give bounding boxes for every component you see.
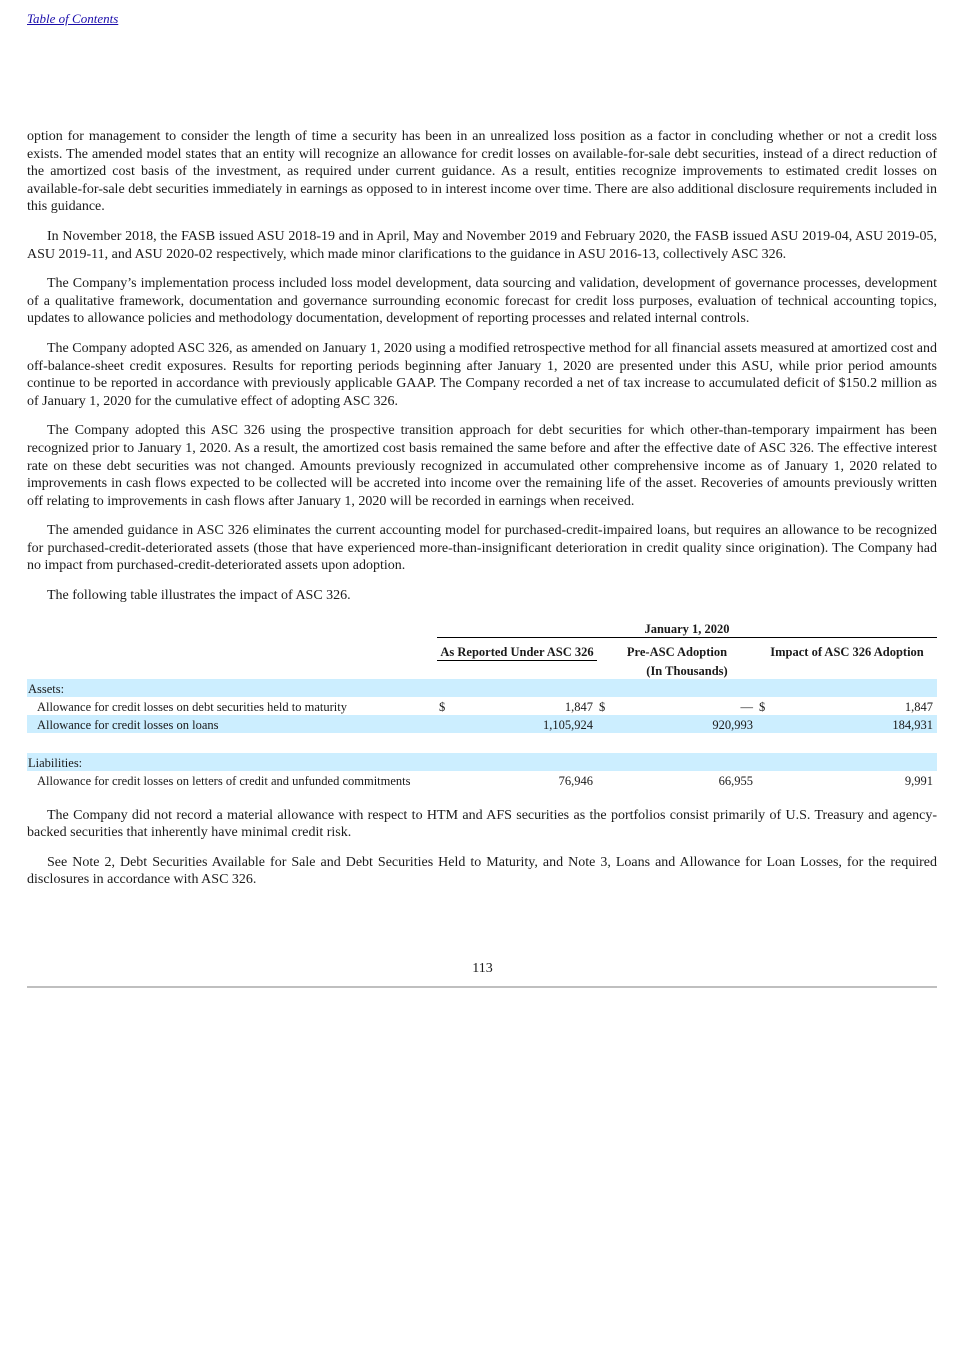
section-assets-row bbox=[27, 679, 937, 697]
spacer-row bbox=[27, 733, 937, 753]
section-liabilities-row bbox=[27, 753, 937, 771]
paragraph-asu-issuance: In November 2018, the FASB issued ASU 2018-19 and in April, May and November 2019 and February 2020, the FASB issued ASU 2019-04, ASU 2019-05, ASU 2019-11, and ASU 2020-02 respectively, which made minor clarifications to the guidance in ASU 2016-13, collectively ASC 326. bbox=[27, 228, 937, 262]
table-row bbox=[27, 715, 937, 733]
paragraph-implementation: The Company’s implementation process included loss model development, data sourcing and validation, development of governance processes, development of a qualitative framework, documentation and governance surrounding economic forecast for credit loss purposes, evaluation of technical accounting topics, updates to allowance policies and methodology documentation, development of reporting processes and related internal controls. bbox=[27, 276, 937, 327]
col-as-reported-header: As Reported Under ASC 326 bbox=[437, 637, 597, 660]
impact-value: 1,847 bbox=[904, 699, 933, 714]
pre-adoption-value: 66,955 bbox=[718, 773, 753, 788]
table-units-row bbox=[27, 660, 937, 679]
footer-divider bbox=[27, 986, 937, 988]
reported-value: 1,847 bbox=[564, 699, 593, 714]
table-row bbox=[27, 771, 937, 789]
pre-adoption-value: — bbox=[740, 699, 753, 714]
page-number: 113 bbox=[472, 961, 493, 976]
impact-value: 184,931 bbox=[777, 715, 937, 733]
paragraph-purchased-credit: The amended guidance in ASC 326 eliminates the current accounting model for purchased-credit-impaired loans, but requires an allowance to be recognized for purchased-credit-deteriorated assets (those that have experienced more-than-insignificant deterioration in credit quality since origination). The Company had no impact from purchased-credit-deteriorated assets upon adoption. bbox=[27, 523, 937, 574]
table-row bbox=[27, 697, 937, 715]
page-content bbox=[27, 128, 937, 901]
assets-label: Assets: bbox=[27, 679, 437, 697]
asc326-impact-table bbox=[27, 619, 937, 789]
table-header-date-row bbox=[27, 619, 937, 638]
currency-symbol: $ bbox=[759, 699, 766, 714]
paragraph-htm-afs: The Company did not record a material allowance with respect to HTM and AFS securities as the portfolios consist primarily of U.S. Treasury and agency-backed securities that inherently have minimal credit risk. bbox=[27, 807, 937, 841]
table-of-contents-link[interactable]: Table of Contents bbox=[27, 11, 119, 26]
paragraph-adoption: The Company adopted ASC 326, as amended on January 1, 2020 using a modified retrospective method for all financial assets measured at amortized cost and off-balance-sheet credit exposures. Results for reporting periods beginning after January 1, 2020 are presented under this ASU, while prior period amounts continue to be reported in accordance with previously applicable GAAP. The Company recorded a net of tax increase to accumulated deficit of $150.2 million as of January 1, 2020 for the cumulative effect of adopting ASC 326. bbox=[27, 340, 937, 409]
paragraph-prospective-transition: The Company adopted this ASC 326 using the prospective transition approach for debt securities for which other-than-temporary impairment has been recognized prior to January 1, 2020. As a result, the amortized cost basis remained the same before and after the effective date of ASC 326. The effective interest rate on these debt securities was not changed. Amounts previously recognized in accumulated other comprehensive income as of January 1, 2020 related to improvements in cash flows expected to be collected will be accreted into income over the remaining life of the asset. Recoveries of amounts previously written off relating to improvements in cash flows after January 1, 2020 will be recorded in earnings when received. bbox=[27, 423, 937, 509]
row-label: Allowance for credit losses on debt securities held to maturity bbox=[37, 699, 347, 714]
paragraph-see-notes: See Note 2, Debt Securities Available for Sale and Debt Securities Held to Maturity, and Note 3, Loans and Allowance for Loan Losses, for the required disclosures in accordance with ASC 326. bbox=[27, 854, 937, 888]
row-label: Allowance for credit losses on loans bbox=[27, 715, 437, 733]
currency-symbol: $ bbox=[599, 699, 606, 714]
paragraph-table-intro: The following table illustrates the impact of ASC 326. bbox=[47, 588, 351, 604]
units-label: (In Thousands) bbox=[646, 663, 728, 678]
liabilities-label: Liabilities: bbox=[27, 753, 437, 771]
impact-value: 9,991 bbox=[904, 773, 933, 788]
col-impact-header: Impact of ASC 326 Adoption bbox=[770, 645, 924, 660]
reported-value: 76,946 bbox=[558, 773, 593, 788]
paragraph-continuation: option for management to consider the length of time a security has been in an unrealized loss position as a factor in concluding whether or not a credit loss exists. The amended model states that an entity will recognize an allowance for credit losses on available-for-sale debt securities, instead of a direct reduction of the amortized cost basis of the investment, as required under current guidance. As a result, entities recognize improvements to estimated credit losses on available-for-sale debt securities immediately in earnings as opposed to in interest income over time. There are also additional disclosure requirements included in this guidance. bbox=[27, 129, 937, 215]
col-pre-adoption-header: Pre-ASC Adoption bbox=[626, 645, 728, 660]
pre-adoption-value: 920,993 bbox=[617, 715, 757, 733]
currency-symbol: $ bbox=[439, 699, 446, 714]
reported-value: 1,105,924 bbox=[457, 715, 597, 733]
table-header-columns-row bbox=[27, 637, 937, 660]
row-label: Allowance for credit losses on letters of credit and unfunded commitments bbox=[37, 773, 411, 788]
date-header: January 1, 2020 bbox=[437, 619, 937, 638]
